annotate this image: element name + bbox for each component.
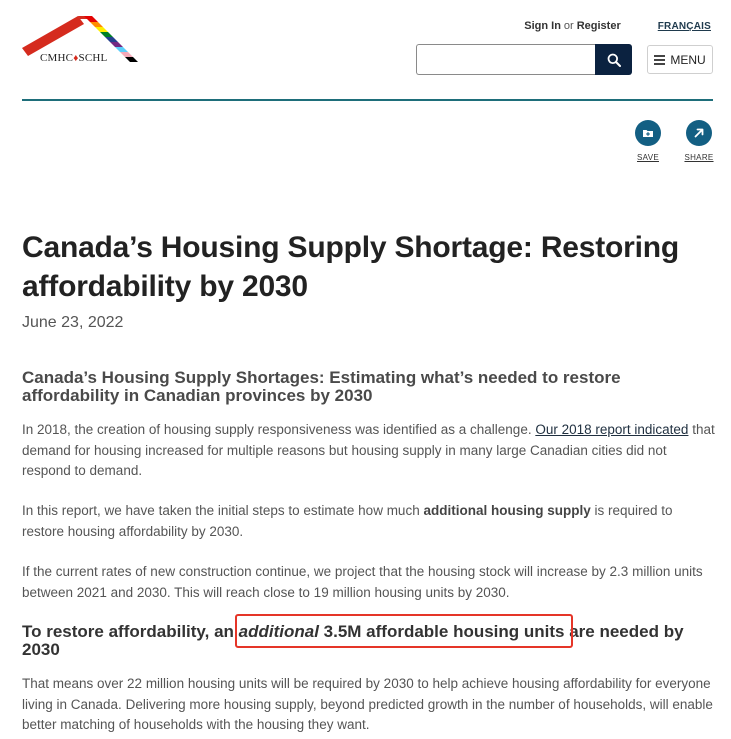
register-link[interactable]: Register (576, 20, 621, 32)
share-button[interactable] (679, 120, 719, 162)
section-heading-supply-shortages: Canada’s Housing Supply Shortages: Estimating what’s needed to restore affordability in Canadian provinces by 2030 (22, 368, 621, 405)
logo-wordmark: CMHC♦SCHL (40, 52, 108, 64)
paragraph-2018-report: In 2018, the creation of housing supply responsiveness was identified as a challenge. Our 2018 report indicated that demand for housing increased for multiple reasons but housing supply in many large Canadian cities did not respond to demand. (22, 422, 715, 478)
publish-date: June 23, 2022 (22, 314, 124, 331)
account-links (524, 20, 711, 32)
search-input[interactable] (416, 44, 595, 75)
paragraph-projection: If the current rates of new construction continue, we project that the housing stock will increase by 2.3 million units between 2021 and 2030. This will reach close to 19 million housing units by 2030. (22, 564, 703, 600)
hamburger-icon (654, 55, 665, 65)
save-button[interactable] (628, 120, 668, 162)
language-toggle-link[interactable]: FRANÇAIS (657, 20, 711, 32)
share-arrow-icon (686, 120, 712, 146)
share-label: SHARE (684, 153, 714, 162)
paragraph-report-steps: In this report, we have taken the initial steps to estimate how much additional housing supply is required to restore housing affordability by 2030. (22, 503, 673, 539)
header-divider (22, 99, 713, 101)
search-icon (607, 53, 621, 67)
or-text: or (563, 20, 574, 32)
save-label: SAVE (637, 153, 659, 162)
menu-label: MENU (670, 52, 706, 67)
cmhc-logo[interactable] (22, 14, 140, 70)
menu-button[interactable] (647, 45, 713, 74)
search-button[interactable] (595, 44, 632, 75)
section-heading-restore-affordability: To restore affordability, an additional 3.5M affordable housing units are needed by 2030 (22, 622, 684, 659)
maple-leaf-icon: ♦ (73, 53, 79, 64)
page-title: Canada’s Housing Supply Shortage: Restoring affordability by 2030 (22, 231, 680, 303)
2018-report-link[interactable]: Our 2018 report indicated (535, 422, 689, 437)
save-folder-icon (635, 120, 661, 146)
paragraph-22-million: That means over 22 million housing units will be required by 2030 to help achieve housing affordability for everyone living in Canada. Delivering more housing supply, beyond predicted growth in the number of households, will enable better matching of households with the housing they want. (22, 676, 713, 732)
sign-in-link[interactable]: Sign In (524, 20, 561, 32)
search-bar (416, 44, 632, 75)
